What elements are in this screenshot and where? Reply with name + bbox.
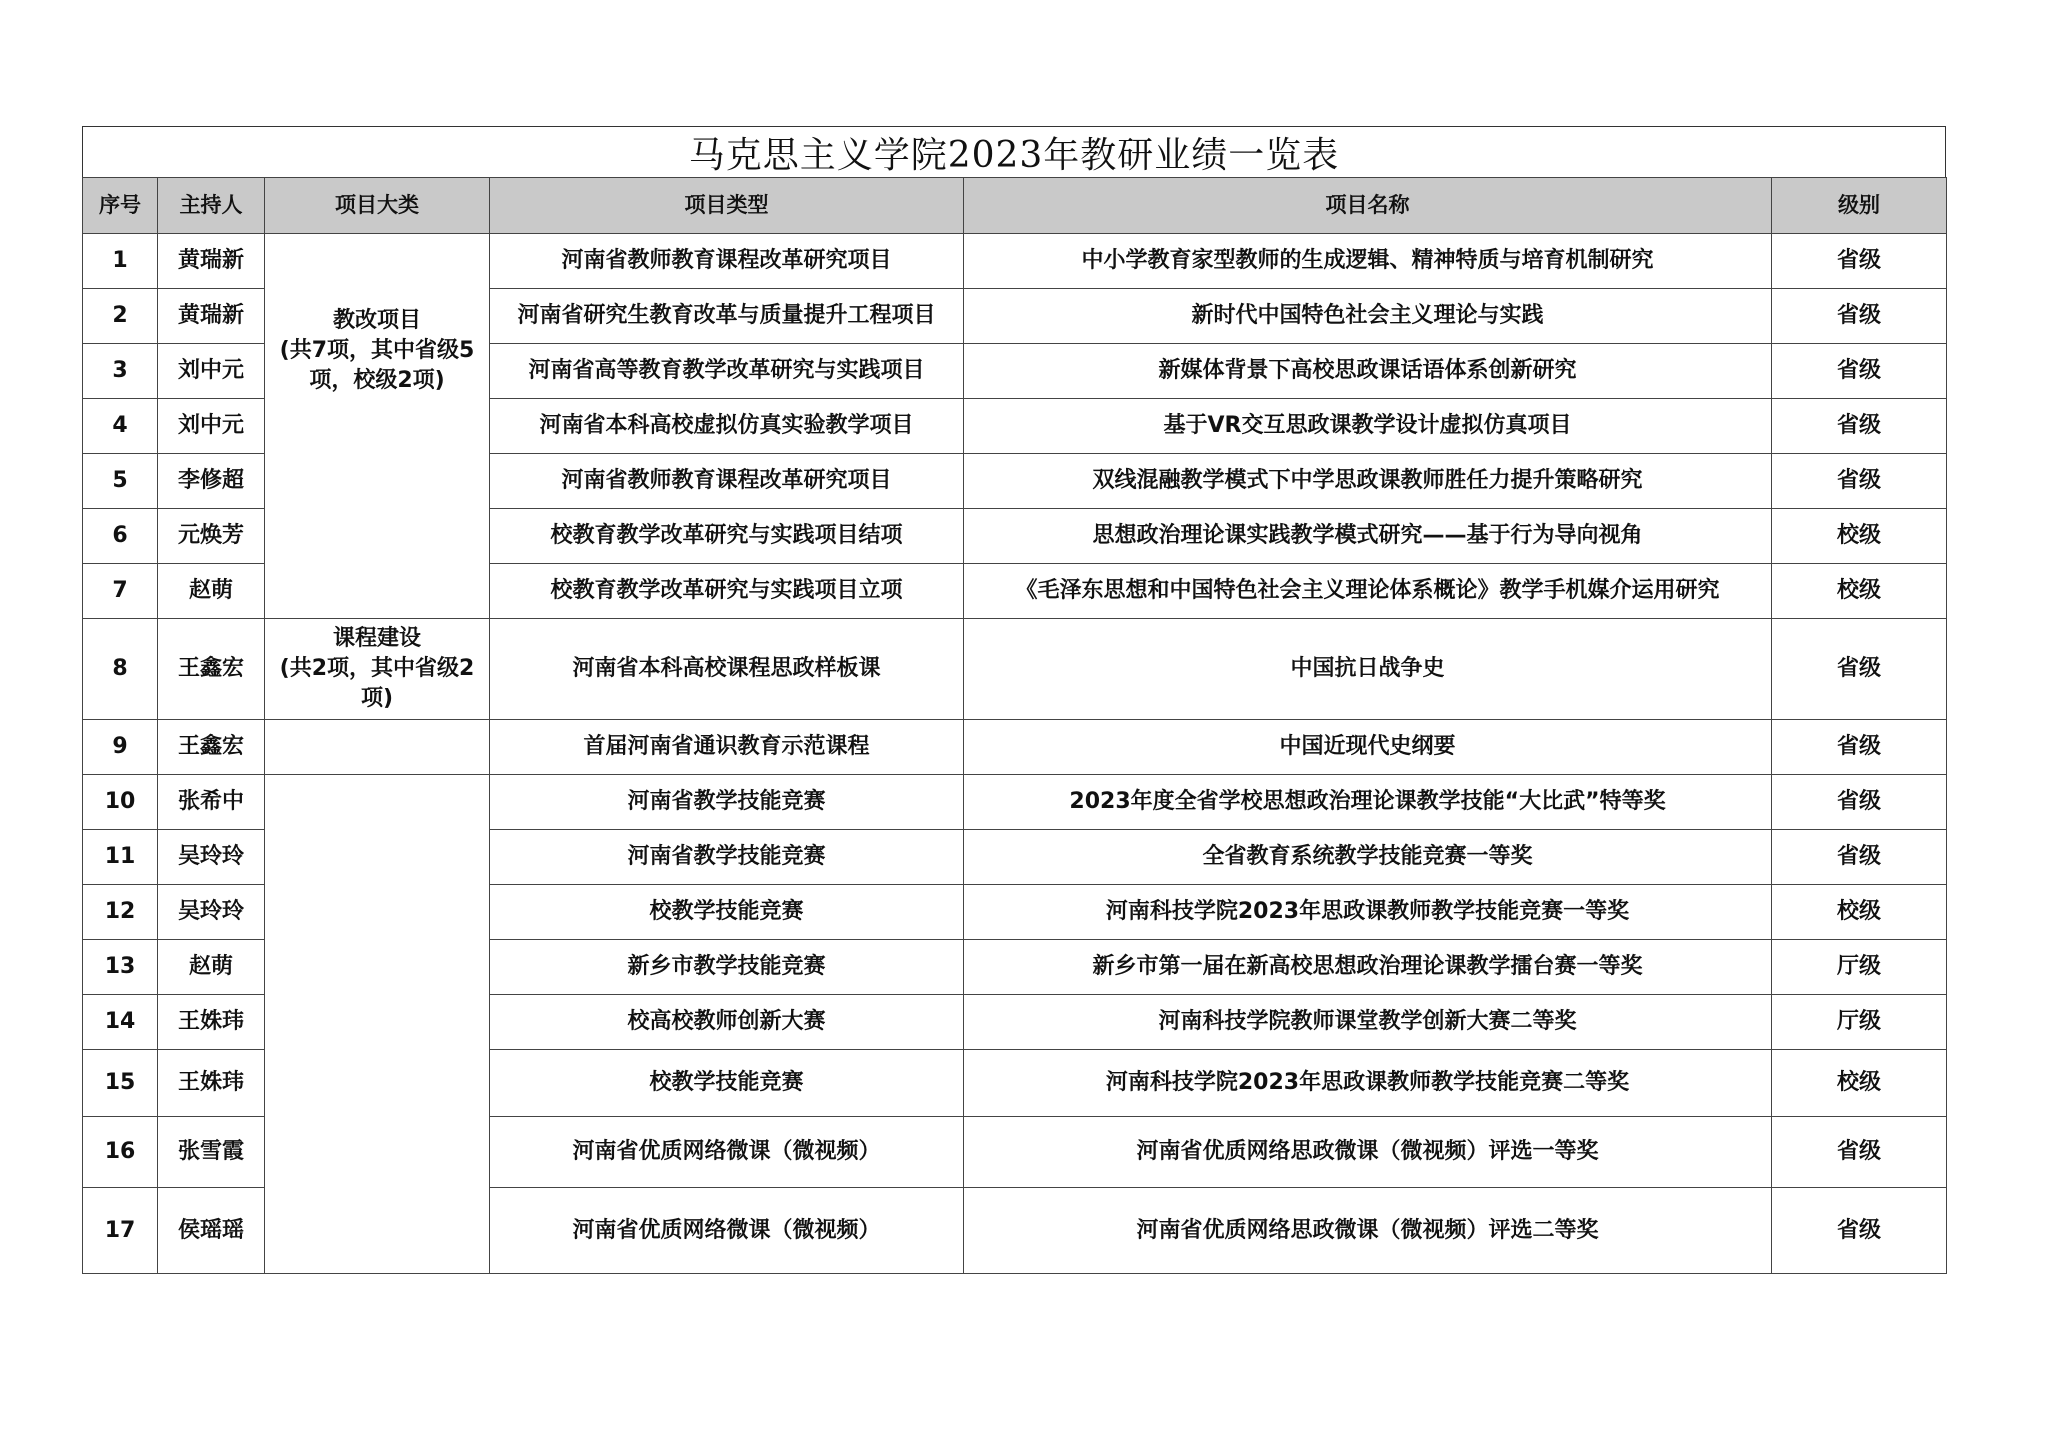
row-host: 元焕芳 xyxy=(158,509,265,564)
row-project-name: 中小学教育家型教师的生成逻辑、精神特质与培育机制研究 xyxy=(964,234,1772,289)
row-project-name: 中国抗日战争史 xyxy=(964,619,1772,720)
row-host: 黄瑞新 xyxy=(158,234,265,289)
page-title: 马克思主义学院2023年教研业绩一览表 xyxy=(82,126,1946,177)
row-project-type: 河南省研究生教育改革与质量提升工程项目 xyxy=(490,289,964,344)
row-index: 12 xyxy=(83,885,158,940)
row-project-type: 河南省本科高校虚拟仿真实验教学项目 xyxy=(490,399,964,454)
row-project-name: 新乡市第一届在新高校思想政治理论课教学擂台赛一等奖 xyxy=(964,940,1772,995)
category-detail: (共7项，其中省级5项，校级2项) xyxy=(279,338,475,393)
row-project-type: 河南省教学技能竞赛 xyxy=(490,775,964,830)
row-project-type: 河南省教师教育课程改革研究项目 xyxy=(490,454,964,509)
row-project-name: 河南科技学院2023年思政课教师教学技能竞赛二等奖 xyxy=(964,1050,1772,1117)
row-level: 省级 xyxy=(1772,234,1947,289)
table-header-row xyxy=(83,178,1947,234)
row-index: 5 xyxy=(83,454,158,509)
row-project-name: 基于VR交互思政课教学设计虚拟仿真项目 xyxy=(964,399,1772,454)
row-project-name: 中国近现代史纲要 xyxy=(964,720,1772,775)
row-host: 李修超 xyxy=(158,454,265,509)
row-host: 侯瑶瑶 xyxy=(158,1188,265,1274)
row-index: 1 xyxy=(83,234,158,289)
table-row xyxy=(83,775,1947,830)
row-project-name: 河南科技学院2023年思政课教师教学技能竞赛一等奖 xyxy=(964,885,1772,940)
row-level: 厅级 xyxy=(1772,940,1947,995)
row-index: 6 xyxy=(83,509,158,564)
header-host: 主持人 xyxy=(158,178,265,234)
row-host: 刘中元 xyxy=(158,344,265,399)
row-host: 王姝玮 xyxy=(158,1050,265,1117)
row-project-type: 校教育教学改革研究与实践项目立项 xyxy=(490,564,964,619)
row-level: 省级 xyxy=(1772,1117,1947,1188)
row-project-type: 河南省教师教育课程改革研究项目 xyxy=(490,234,964,289)
row-project-name: 新时代中国特色社会主义理论与实践 xyxy=(964,289,1772,344)
row-level: 省级 xyxy=(1772,830,1947,885)
row-project-name: 全省教育系统教学技能竞赛一等奖 xyxy=(964,830,1772,885)
row-project-name: 河南省优质网络思政微课（微视频）评选一等奖 xyxy=(964,1117,1772,1188)
row-level: 省级 xyxy=(1772,720,1947,775)
category-cell-reform xyxy=(265,234,490,619)
performance-table xyxy=(82,177,1947,1274)
row-host: 王鑫宏 xyxy=(158,619,265,720)
row-project-name: 《毛泽东思想和中国特色社会主义理论体系概论》教学手机媒介运用研究 xyxy=(964,564,1772,619)
row-host: 黄瑞新 xyxy=(158,289,265,344)
category-name: 课程建设 xyxy=(332,626,421,652)
header-project-name: 项目名称 xyxy=(964,178,1772,234)
category-cell-course xyxy=(265,619,490,720)
row-project-type: 河南省本科高校课程思政样板课 xyxy=(490,619,964,720)
row-project-name: 河南科技学院教师课堂教学创新大赛二等奖 xyxy=(964,995,1772,1050)
row-level: 厅级 xyxy=(1772,995,1947,1050)
performance-sheet xyxy=(82,126,1946,1274)
row-level: 省级 xyxy=(1772,289,1947,344)
category-name: 教改项目 xyxy=(332,308,421,334)
table-row xyxy=(83,619,1947,720)
row-project-type: 新乡市教学技能竞赛 xyxy=(490,940,964,995)
row-index: 14 xyxy=(83,995,158,1050)
row-index: 16 xyxy=(83,1117,158,1188)
header-category: 项目大类 xyxy=(265,178,490,234)
row-level: 省级 xyxy=(1772,619,1947,720)
header-index: 序号 xyxy=(83,178,158,234)
row-index: 13 xyxy=(83,940,158,995)
row-level: 省级 xyxy=(1772,399,1947,454)
category-cell-empty xyxy=(265,720,490,775)
row-level: 省级 xyxy=(1772,775,1947,830)
row-index: 9 xyxy=(83,720,158,775)
row-level: 校级 xyxy=(1772,885,1947,940)
row-host: 王姝玮 xyxy=(158,995,265,1050)
row-host: 吴玲玲 xyxy=(158,885,265,940)
row-host: 吴玲玲 xyxy=(158,830,265,885)
row-level: 省级 xyxy=(1772,344,1947,399)
category-cell-empty xyxy=(265,775,490,1274)
row-host: 刘中元 xyxy=(158,399,265,454)
row-index: 7 xyxy=(83,564,158,619)
row-project-type: 校教育教学改革研究与实践项目结项 xyxy=(490,509,964,564)
row-project-name: 河南省优质网络思政微课（微视频）评选二等奖 xyxy=(964,1188,1772,1274)
row-project-type: 河南省优质网络微课（微视频） xyxy=(490,1188,964,1274)
row-host: 赵萌 xyxy=(158,564,265,619)
row-project-name: 2023年度全省学校思想政治理论课教学技能“大比武”特等奖 xyxy=(964,775,1772,830)
row-index: 11 xyxy=(83,830,158,885)
row-index: 4 xyxy=(83,399,158,454)
row-level: 省级 xyxy=(1772,1188,1947,1274)
header-type: 项目类型 xyxy=(490,178,964,234)
row-level: 校级 xyxy=(1772,564,1947,619)
row-index: 17 xyxy=(83,1188,158,1274)
row-index: 8 xyxy=(83,619,158,720)
row-index: 2 xyxy=(83,289,158,344)
row-project-name: 新媒体背景下高校思政课话语体系创新研究 xyxy=(964,344,1772,399)
table-row xyxy=(83,234,1947,289)
row-level: 校级 xyxy=(1772,509,1947,564)
row-level: 省级 xyxy=(1772,454,1947,509)
row-host: 王鑫宏 xyxy=(158,720,265,775)
category-detail: (共2项，其中省级2项) xyxy=(279,656,475,711)
row-project-type: 校教学技能竞赛 xyxy=(490,885,964,940)
row-project-type: 校教学技能竞赛 xyxy=(490,1050,964,1117)
row-host: 张雪霞 xyxy=(158,1117,265,1188)
row-project-type: 河南省优质网络微课（微视频） xyxy=(490,1117,964,1188)
row-project-name: 双线混融教学模式下中学思政课教师胜任力提升策略研究 xyxy=(964,454,1772,509)
table-row xyxy=(83,720,1947,775)
row-project-type: 河南省高等教育教学改革研究与实践项目 xyxy=(490,344,964,399)
row-host: 赵萌 xyxy=(158,940,265,995)
row-index: 10 xyxy=(83,775,158,830)
row-host: 张希中 xyxy=(158,775,265,830)
row-index: 3 xyxy=(83,344,158,399)
row-project-type: 首届河南省通识教育示范课程 xyxy=(490,720,964,775)
row-level: 校级 xyxy=(1772,1050,1947,1117)
row-project-type: 校高校教师创新大赛 xyxy=(490,995,964,1050)
row-project-name: 思想政治理论课实践教学模式研究——基于行为导向视角 xyxy=(964,509,1772,564)
row-index: 15 xyxy=(83,1050,158,1117)
header-level: 级别 xyxy=(1772,178,1947,234)
row-project-type: 河南省教学技能竞赛 xyxy=(490,830,964,885)
